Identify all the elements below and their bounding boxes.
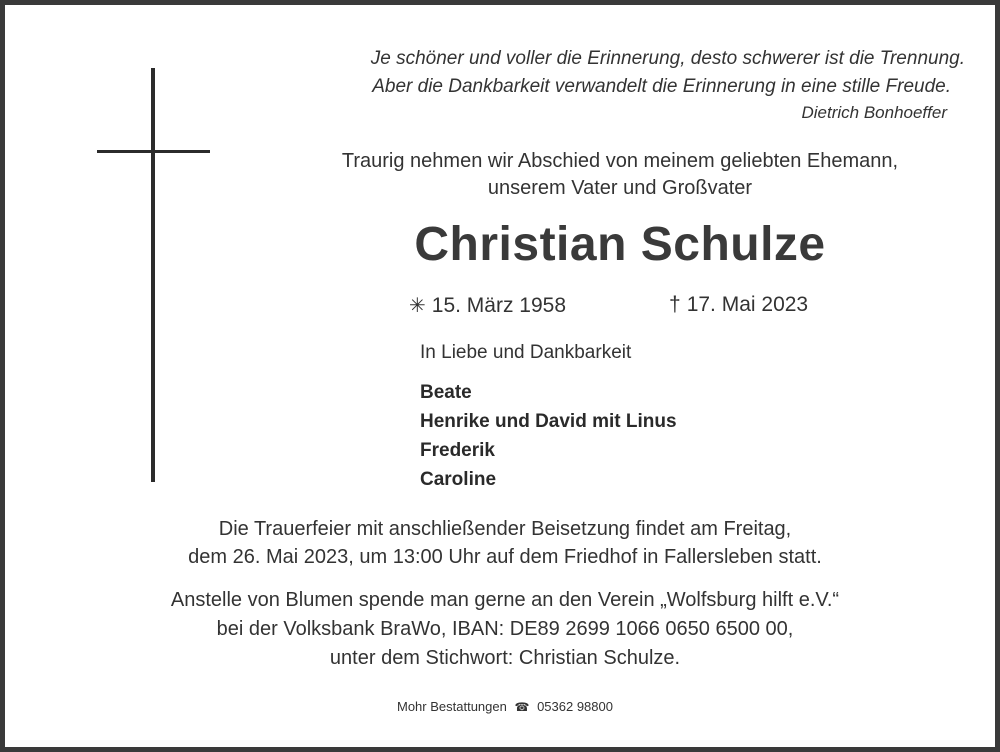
- mourners-list: [420, 378, 677, 494]
- cross-vertical-bar: [151, 68, 155, 482]
- dagger-cross-icon: †: [669, 293, 681, 316]
- service-line-2: dem 26. Mai 2023, um 13:00 Uhr auf dem Friedhof in Fallersleben statt.: [188, 546, 822, 568]
- deceased-name: Christian Schulze: [414, 218, 826, 271]
- phone-icon: ☎: [514, 700, 530, 714]
- birth-date: [409, 293, 566, 318]
- donation-line-1: Anstelle von Blumen spende man gerne an den Verein „Wolfsburg hilft e.V.“: [170, 589, 840, 611]
- donation-line-3: unter dem Stichwort: Christian Schulze.: [329, 647, 681, 669]
- cross-horizontal-bar: [97, 150, 210, 153]
- intro-line-2: unserem Vater und Großvater: [487, 177, 753, 199]
- birth-date-text: 15. März 1958: [431, 294, 567, 317]
- intro-line-1: Traurig nehmen wir Abschied von meinem geliebten Ehemann,: [341, 150, 899, 172]
- quote-line-2: Aber die Dankbarkeit verwandelt die Erinnerung in eine stille Freude.: [372, 76, 951, 97]
- quote-author: Dietrich Bonhoeffer: [801, 103, 947, 122]
- mourners-intro: In Liebe und Dankbarkeit: [420, 342, 632, 363]
- donation-line-2: bei der Volksbank BraWo, IBAN: DE89 2699 1066 0650 6500 00,: [216, 618, 794, 640]
- mourner-name: Frederik: [420, 440, 495, 461]
- announcement-intro: [255, 148, 985, 202]
- funeral-home-footer: [5, 699, 1000, 714]
- mourner-name: Beate: [420, 382, 472, 403]
- donation-info: [5, 586, 1000, 673]
- quote-line-1: Je schöner und voller die Erinnerung, desto schwerer ist die Trennung.: [370, 48, 965, 69]
- phone-number: 05362 98800: [537, 699, 613, 714]
- service-line-1: Die Trauerfeier mit anschließender Beisetzung findet am Freitag,: [218, 518, 792, 540]
- death-date-text: 17. Mai 2023: [686, 293, 809, 316]
- funeral-service-info: [5, 515, 1000, 571]
- mourner-name: Henrike und David mit Linus: [420, 411, 677, 432]
- death-date: [669, 293, 808, 317]
- bonhoeffer-quote: [205, 45, 965, 125]
- mourner-name: Caroline: [420, 469, 497, 490]
- funeral-home-name: Mohr Bestattungen: [397, 699, 507, 714]
- star-icon: ✳: [409, 295, 426, 317]
